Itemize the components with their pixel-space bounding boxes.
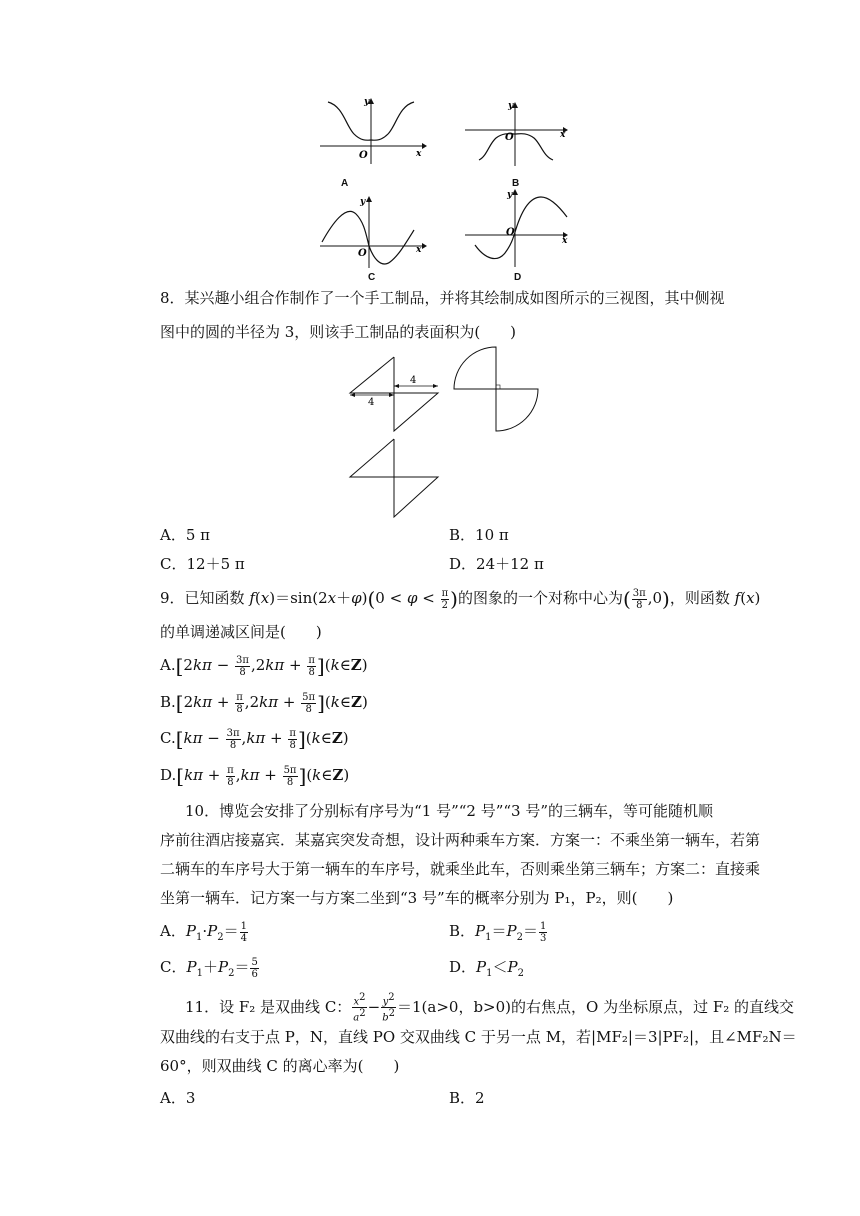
q9-line2-text: 的单调递减区间是( ) bbox=[160, 623, 322, 641]
q8-side-view bbox=[450, 345, 546, 435]
q8-option-d: D．24＋12 π bbox=[449, 555, 544, 573]
y-axis-label: y bbox=[360, 197, 366, 207]
graph-label-c: C bbox=[368, 272, 376, 283]
x-axis-label: x bbox=[560, 130, 566, 140]
x-axis-label: x bbox=[562, 236, 568, 246]
graph-label-a: A bbox=[341, 178, 349, 189]
q10-option-d: D．$P_1<P_2$ bbox=[449, 958, 524, 979]
graph-label-d: D bbox=[514, 272, 522, 283]
q10-line2: 序前往酒店接嘉宾．某嘉宾突发奇想，设计两种乘车方案．方案一：不乘坐第一辆车，若第 bbox=[160, 831, 761, 849]
y-axis-label: y bbox=[364, 97, 370, 107]
dim-bottom-label: 4 bbox=[368, 397, 375, 408]
origin-label: O bbox=[358, 248, 367, 259]
q8-option-b: B．10 π bbox=[449, 526, 509, 544]
q8-top-view bbox=[348, 437, 444, 519]
q10-option-b: B．$P_1=P_2=$ $\frac{1}{3}$ bbox=[449, 920, 547, 944]
q9-tail: ，则函数 bbox=[669, 589, 730, 607]
dim-top-label: 4 bbox=[410, 375, 417, 386]
q8-front-view bbox=[348, 355, 444, 433]
q11-line1-post: ＝1(a>0，b>0)的右焦点，O 为坐标原点，过 F₂ 的直线交 bbox=[397, 997, 795, 1016]
x-axis-label: x bbox=[416, 245, 422, 255]
q11-line1-pre: 11．设 F₂ 是双曲线 C： bbox=[185, 997, 352, 1016]
q11-line3: 60°，则双曲线 C 的离心率为( ) bbox=[160, 1057, 400, 1075]
q10-option-c: C．$P_1+P_2=$ $\frac{5}{6}$ bbox=[160, 956, 258, 980]
q7-graph-d bbox=[463, 187, 573, 269]
q11-option-b: B．2 bbox=[449, 1089, 485, 1107]
q9-stem-line2 bbox=[160, 621, 322, 643]
y-axis-label: y bbox=[508, 101, 514, 111]
q9-option-d: D.[kπ + $\frac{\pi}{8}$ ,kπ + $\frac{5\pi}{8}$ ](k∈Z) bbox=[160, 764, 350, 788]
q7-graph-a bbox=[318, 96, 428, 166]
q9-option-c: C.[kπ − $\frac{3\pi}{8}$ ,kπ + $\frac{\pi}{8}$ ](k∈Z) bbox=[160, 727, 349, 751]
q11-line1: 11．设 F₂ 是双曲线 C： $\frac{x^2}{a^2}$ − $\frac{y^2}{b^2}$ ＝1(a>0，b>0)的右焦点，O 为坐标原点，过 F₂ 的直线交 bbox=[185, 992, 795, 1024]
q7-graph-b bbox=[463, 100, 573, 170]
q7-graph-c bbox=[318, 194, 428, 269]
origin-label: O bbox=[506, 227, 515, 238]
q8-option-a: A．5 π bbox=[160, 526, 211, 544]
q10-line3: 二辆车的车序号大于第一辆车的车序号，就乘坐此车，否则乘坐第三辆车；方案二：直接乘 bbox=[160, 860, 761, 878]
q11-option-a: A．3 bbox=[160, 1089, 196, 1107]
origin-label: O bbox=[359, 150, 368, 161]
x-axis-label: x bbox=[416, 149, 422, 159]
q8-stem-line1: 8．某兴趣小组合作制作了一个手工制品，并将其绘制成如图所示的三视图，其中侧视 bbox=[160, 289, 725, 307]
q10-line1: 10．博览会安排了分别标有序号为“1 号”“2 号”“3 号”的三辆车，等可能随机顺 bbox=[185, 802, 714, 820]
q10-option-a: A．$P_1\cdot P_2=$ $\frac{1}{4}$ bbox=[160, 920, 247, 944]
graph-label-b: B bbox=[512, 178, 520, 189]
q9-stem-line1: 9．已知函数 f(x)＝sin(2x＋φ)(0 < φ < $\frac{\pi}{2}$ )的图象的一个对称中心为( $\frac{3\pi}{8}$ ,0)，则函数 f(x) bbox=[160, 587, 761, 611]
origin-label: O bbox=[505, 132, 514, 143]
q11-line2: 双曲线的右支于点 P，N，直线 PO 交双曲线 C 于另一点 M，若|MF₂|＝3|PF₂|，且∠MF₂N＝ bbox=[160, 1028, 797, 1046]
q10-line4: 坐第一辆车．记方案一与方案二坐到“3 号”车的概率分别为 P₁，P₂，则( ) bbox=[160, 889, 674, 907]
q8-option-c: C．12＋5 π bbox=[160, 555, 245, 573]
q8-stem-line2: 图中的圆的半径为 3，则该手工制品的表面积为( ) bbox=[160, 323, 517, 341]
q9-number: 9．已知函数 bbox=[160, 589, 245, 607]
q9-option-a: A.[2kπ − $\frac{3\pi}{8}$ ,2kπ + $\frac{\pi}{8}$ ](k∈Z) bbox=[160, 654, 368, 678]
y-axis-label: y bbox=[507, 190, 513, 200]
q9-option-b: B.[2kπ + $\frac{\pi}{8}$ ,2kπ + $\frac{5\pi}{8}$ ](k∈Z) bbox=[160, 691, 368, 715]
